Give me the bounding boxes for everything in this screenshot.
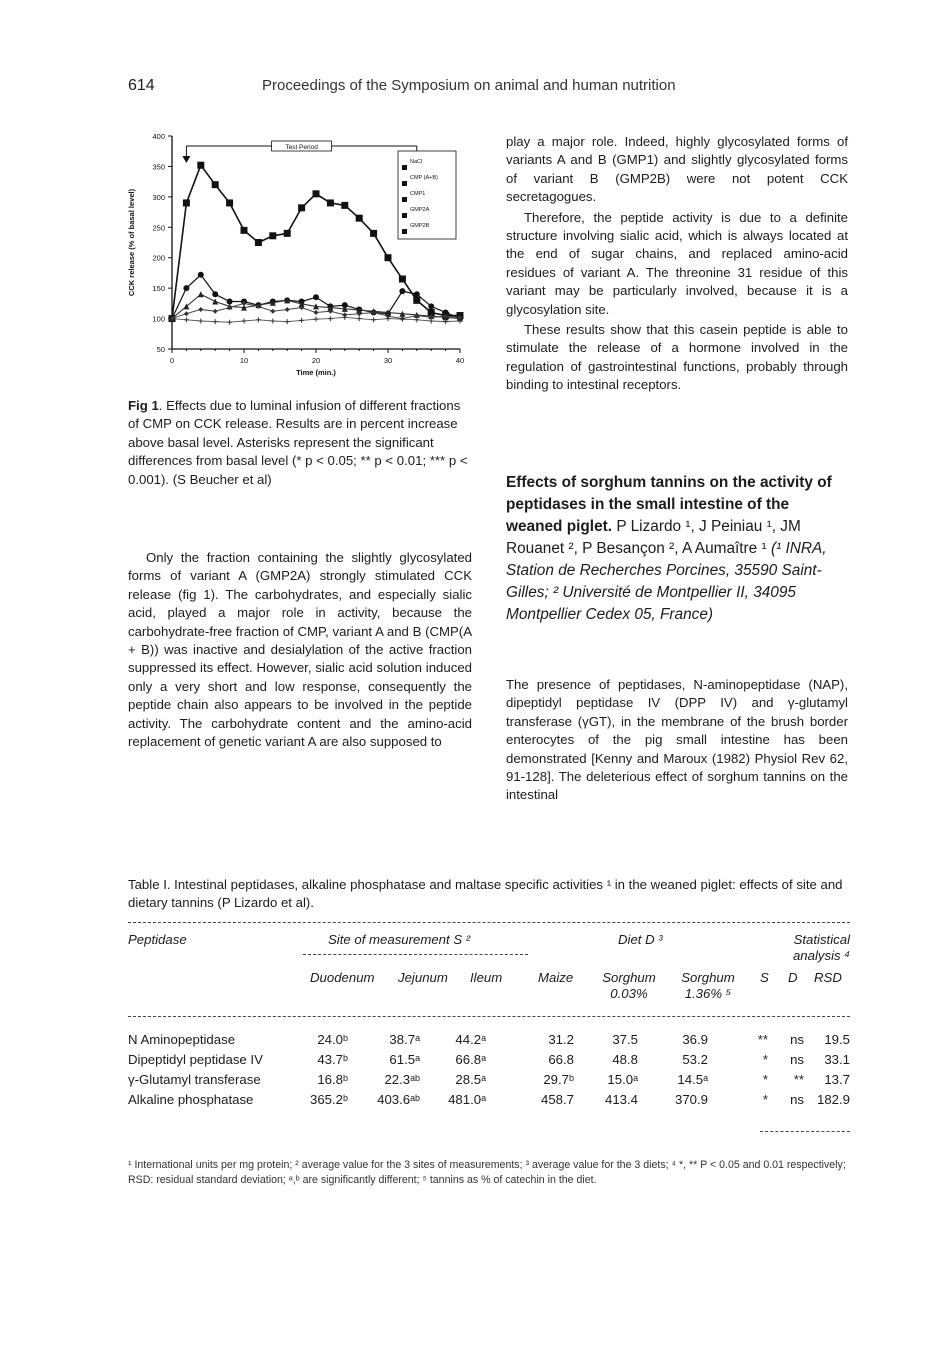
legend-marker [402, 197, 407, 202]
table-rule-top [128, 922, 850, 923]
table-cell: 22.3ᵃᵇ [384, 1072, 420, 1087]
article-title: Effects of sorghum tannins on the activity of peptidases in the small intestine of the weaned piglet. [506, 474, 832, 535]
table-cell: 14.5ᵃ [677, 1072, 708, 1087]
article-paragraph: The presence of peptidases, N-aminopeptidase (NAP), dipeptidyl peptidase IV (DPP IV) and γ-glutamyl transferase (γGT), in the membrane of the brush border enterocytes of the pig small intestine has been demonstrated [Kenny and Maroux (1982) Physiol Rev 62, 91-128]. The deleterious effect of sorghum tannins on the intestinal [506, 677, 848, 803]
table-cell: 43.7ᵇ [317, 1052, 348, 1067]
table-cell: 33.1 [824, 1052, 850, 1067]
data-point [313, 190, 320, 197]
table-footnote: ¹ International units per mg protein; ² average value for the 3 sites of measurements; ³ average value for the 3 diets; ⁴ *, ** P < 0.05 and 0.01 respectively; RSD: residual standard deviation; ᵃ,ᵇ are significantly different; ⁵ tannins as % of catechin in the diet. [128, 1159, 846, 1186]
data-point [269, 232, 276, 239]
table-cell: 44.2ᵃ [455, 1032, 486, 1047]
data-point [371, 317, 376, 322]
article-heading [506, 472, 848, 626]
legend-marker [402, 181, 407, 186]
data-point [370, 230, 377, 237]
table-cell: 16.8ᵇ [317, 1072, 348, 1087]
data-point [242, 319, 247, 324]
legend-label: CMP (A+B) [410, 175, 438, 181]
legend-label: GMP2B [410, 223, 430, 229]
right-paragraph-2: Therefore, the peptide activity is due to a definite structure involving sialic acid, which is always located at the end of sugar chains, and replaced amino-acid residues of variant A. The threonine 31 residue of this variant may be particularly involved, because it is a glycosylation site. [506, 209, 848, 317]
table-subheader-jejunum: Jejunum [398, 970, 448, 985]
data-point [428, 303, 434, 309]
article-affiliation: (¹ INRA, Station de Recherches Porcines, 35590 Saint-Gilles; ² Université de Montpellier II, 34095 Montpellier Cedex 05, France) [506, 540, 827, 623]
data-point [226, 199, 233, 206]
test-period-label: Test Period [285, 144, 318, 151]
x-tick-label: 20 [311, 356, 321, 365]
legend-label: GMP2A [410, 207, 430, 213]
article-authors: P Lizardo ¹, J Peiniau ¹, JM Rouanet ², P Besançon ², A Aumaître ¹ [506, 518, 801, 557]
left-paragraph: Only the fraction containing the slightly glycosylated forms of variant A (GMP2A) strongly stimulated CCK release (fig 1). The carbohydrates, and especially sialic acid, played a major role in activity, because the carbohydrate-free fraction of CMP, variant A and B (CMP(A + B)) was inactive and desialylation of the active fraction suppressed its effect. However, sialic acid solution induced only a very short and low response, consequently the peptide chain also appears to be involved in the peptide activity. The carbohydrate content and the amino-acid replacement of genetic variant A are also supposed to [128, 550, 472, 750]
data-point [270, 309, 275, 314]
data-point [314, 317, 319, 322]
data-point [198, 319, 203, 324]
data-point [255, 239, 262, 246]
data-point [314, 310, 319, 315]
table-cell: 66.8 [548, 1052, 574, 1067]
data-point [212, 299, 218, 305]
table-cell: 48.8 [612, 1052, 638, 1067]
table-title: Table I. Intestinal peptidases, alkaline phosphatase and maltase specific activities ¹ in the weaned piglet: effects of site and dietary tannins (P Lizardo et al). [128, 877, 843, 911]
test-period-start-arrow [182, 156, 190, 163]
table-cell: 37.5 [612, 1032, 638, 1047]
y-tick-label: 200 [152, 253, 165, 263]
data-point [241, 227, 248, 234]
running-head: Proceedings of the Symposium on animal and human nutrition [262, 77, 676, 94]
table-cell: * [762, 1092, 768, 1107]
right-paragraph-3: These results show that this casein peptide is able to stimulate the release of a hormone involved in the regulation of gastrointestinal functions, probably through binding to intestinal receptors. [506, 322, 848, 393]
table-rule-bottom [760, 1131, 850, 1132]
data-point [270, 319, 275, 324]
x-tick-label: 10 [239, 356, 249, 365]
x-tick-label: 0 [169, 356, 175, 365]
table-cell: * [762, 1072, 768, 1087]
y-tick-label: 100 [152, 314, 165, 324]
table-cell: 182.9 [816, 1092, 850, 1107]
table-cell: 24.0ᵇ [317, 1032, 348, 1047]
data-point [313, 294, 319, 300]
data-point [299, 318, 304, 323]
table-rule-header [128, 1016, 850, 1017]
table-cell: 66.8ᵃ [455, 1052, 486, 1067]
table-cell: 38.7ᵃ [389, 1032, 420, 1047]
table-header-site: Site of measurement S ² [328, 932, 471, 947]
figure-cck-release-chart [120, 124, 480, 386]
data-point [227, 320, 232, 325]
data-point [357, 316, 362, 321]
x-axis-label: Time (min.) [296, 368, 336, 377]
data-point [400, 317, 405, 322]
table-header-peptidase: Peptidase [128, 932, 187, 947]
y-axis-label: CCK release (% of basal level) [127, 188, 136, 297]
legend-label: NaCl [410, 159, 423, 165]
table-cell: 370.9 [674, 1092, 708, 1107]
y-tick-label: 150 [152, 284, 165, 294]
table-cell: 403.6ᵃᵇ [377, 1092, 420, 1107]
data-point [298, 204, 305, 211]
right-body-text [506, 133, 848, 395]
data-point [356, 215, 363, 222]
data-point [213, 319, 218, 324]
data-point [183, 285, 189, 291]
left-body-text [128, 549, 472, 751]
data-point [414, 317, 419, 322]
data-point [213, 309, 218, 314]
figure-caption-label: Fig 1 [128, 398, 159, 413]
table-cell: 458.7 [540, 1092, 574, 1107]
y-tick-label: 50 [156, 345, 165, 354]
data-point [399, 276, 406, 283]
figure-caption-text: . Effects due to luminal infusion of different fractions of CMP on CCK release. Results are in percent increase above basal level. Asterisks represent the significant differences from basal level (* p < 0.05; ** p < 0.01; *** p < 0.001). (S Beucher et al) [128, 398, 468, 487]
data-point [429, 319, 434, 324]
data-point [198, 307, 203, 312]
table-cell: 365.2ᵇ [310, 1092, 348, 1107]
table-header-stat: Statistical analysis ⁴ [792, 932, 850, 963]
data-point [183, 199, 190, 206]
table-cell: 413.4 [604, 1092, 638, 1107]
table-cell: 28.5ᵃ [455, 1072, 486, 1087]
page-number: 614 [128, 77, 155, 94]
table-cell: * [762, 1052, 768, 1067]
data-point [327, 199, 334, 206]
table-cell: 19.5 [824, 1032, 850, 1047]
table-cell: 15.0ᵃ [607, 1072, 638, 1087]
figure-caption [128, 397, 472, 489]
table-header-diet: Diet D ³ [618, 932, 663, 947]
table-subheader-sorghum-high: Sorghum 1.36% ⁵ [681, 970, 735, 1001]
y-tick-label: 400 [152, 132, 165, 141]
data-point [184, 317, 189, 322]
table-cell: ns [790, 1052, 804, 1067]
data-point [184, 311, 189, 316]
data-point [341, 202, 348, 209]
data-point [284, 230, 291, 237]
table-row-label: γ-Glutamyl transferase [128, 1072, 261, 1087]
table-subheader-d: D [788, 970, 798, 985]
right-paragraph-1: play a major role. Indeed, highly glycosylated forms of variants A and B (GMP1) and slightly glycosylated forms of variant B (GMP2B) were not potent CCK secretagogues. [506, 134, 848, 205]
data-point [212, 291, 218, 297]
data-point [256, 317, 261, 322]
table-subheader-ileum: Ileum [470, 970, 503, 985]
table-row-label: N Aminopeptidase [128, 1032, 236, 1047]
data-point [399, 288, 405, 294]
table-cell: 36.9 [682, 1032, 708, 1047]
data-point [197, 162, 204, 169]
table-cell: ns [790, 1092, 804, 1107]
data-point [328, 316, 333, 321]
legend-label: CMP1 [410, 191, 426, 197]
table-subheader-duodenum: Duodenum [310, 970, 375, 985]
table-cell: 61.5ᵃ [389, 1052, 420, 1067]
table-cell: 31.2 [548, 1032, 574, 1047]
data-point [198, 291, 204, 297]
table-subheader-s: S [760, 970, 769, 985]
table-rule-site [303, 954, 528, 955]
table-cell: 481.0ᵃ [448, 1092, 486, 1107]
table-cell: 53.2 [682, 1052, 708, 1067]
y-tick-label: 350 [152, 162, 165, 172]
data-point [414, 291, 420, 297]
article-body-text [506, 676, 848, 805]
table [128, 928, 850, 1128]
legend-marker [402, 165, 407, 170]
data-point [212, 181, 219, 188]
table-cell: ** [793, 1072, 804, 1087]
table-cell: 13.7 [824, 1072, 850, 1087]
data-point [413, 297, 420, 304]
y-tick-label: 250 [152, 223, 165, 233]
x-tick-label: 40 [455, 356, 465, 365]
table-row-label: Alkaline phosphatase [128, 1092, 254, 1107]
table-cell: ** [757, 1032, 768, 1047]
table-subheader-sorghum-low: Sorghum 0.03% [602, 970, 656, 1001]
data-point [285, 307, 290, 312]
table-row-label: Dipeptidyl peptidase IV [128, 1052, 263, 1067]
table-subheader-maize: Maize [538, 970, 574, 985]
data-point [385, 254, 392, 261]
y-tick-label: 300 [152, 192, 165, 202]
data-point [285, 319, 290, 324]
legend-marker [402, 213, 407, 218]
data-point [198, 272, 204, 278]
legend-marker [402, 229, 407, 234]
table-cell: 29.7ᵇ [543, 1072, 574, 1087]
table-cell: ns [790, 1032, 804, 1047]
table-subheader-rsd: RSD [814, 970, 842, 985]
x-tick-label: 30 [383, 356, 393, 365]
